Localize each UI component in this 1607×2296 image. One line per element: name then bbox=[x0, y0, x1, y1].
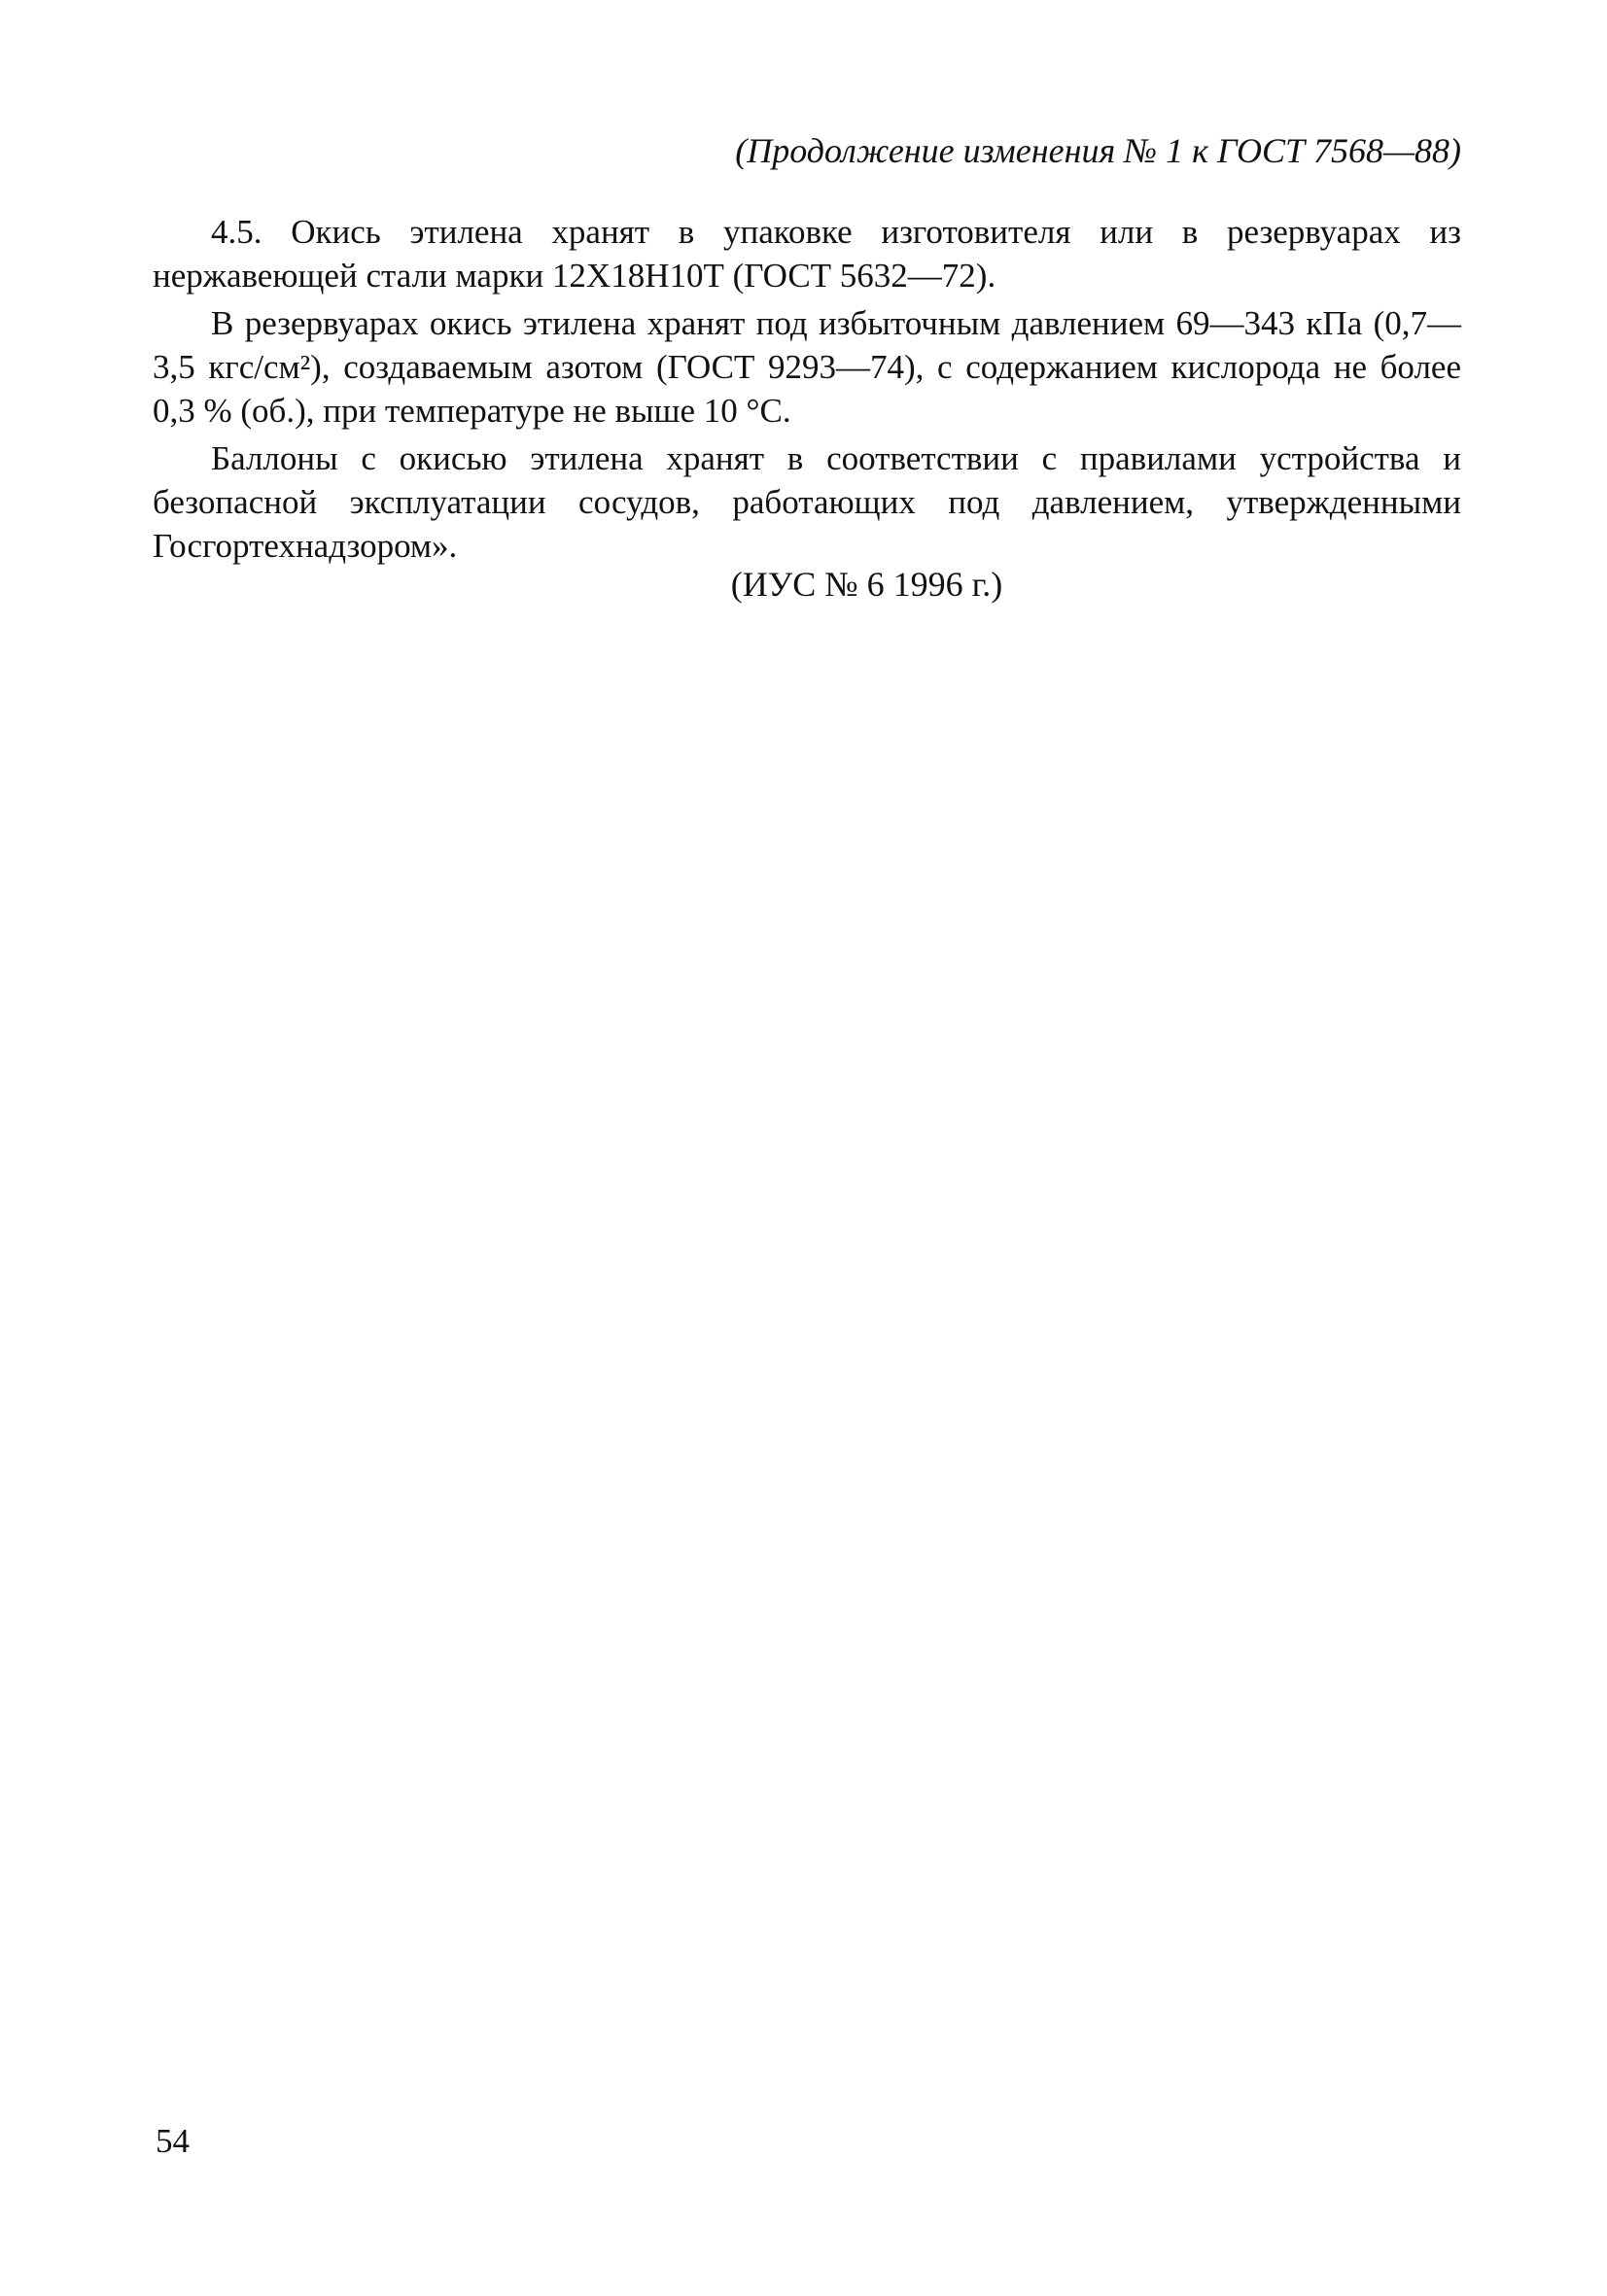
running-header: (Продолжение изменения № 1 к ГОСТ 7568—88) bbox=[735, 131, 1461, 170]
paragraph-cylinder-storage: Баллоны с окисью этилена хранят в соответствии с правилами устройства и безопасной эксплуатации сосудов, работающих под давлением, утвержденными Госгортехнадзором». bbox=[153, 439, 1461, 565]
source-note: (ИУС № 6 1996 г.) bbox=[730, 565, 1003, 604]
page-number: 54 bbox=[156, 2122, 190, 2160]
paragraph-tank-storage: В резервуарах окись этилена хранят под избыточным давлением 69—343 кПа (0,7—3,5 кгс/см²), создаваемым азотом (ГОСТ 9293—74), с содержанием кислорода не более 0,3 % (об.), при температуре не выше 10 °С. bbox=[153, 304, 1461, 430]
paragraph-4-5: 4.5. Окись этилена хранят в упаковке изготовителя или в резервуарах из нержавеющей стали марки 12Х18Н10Т (ГОСТ 5632—72). bbox=[153, 213, 1461, 295]
body-text bbox=[153, 210, 1461, 572]
